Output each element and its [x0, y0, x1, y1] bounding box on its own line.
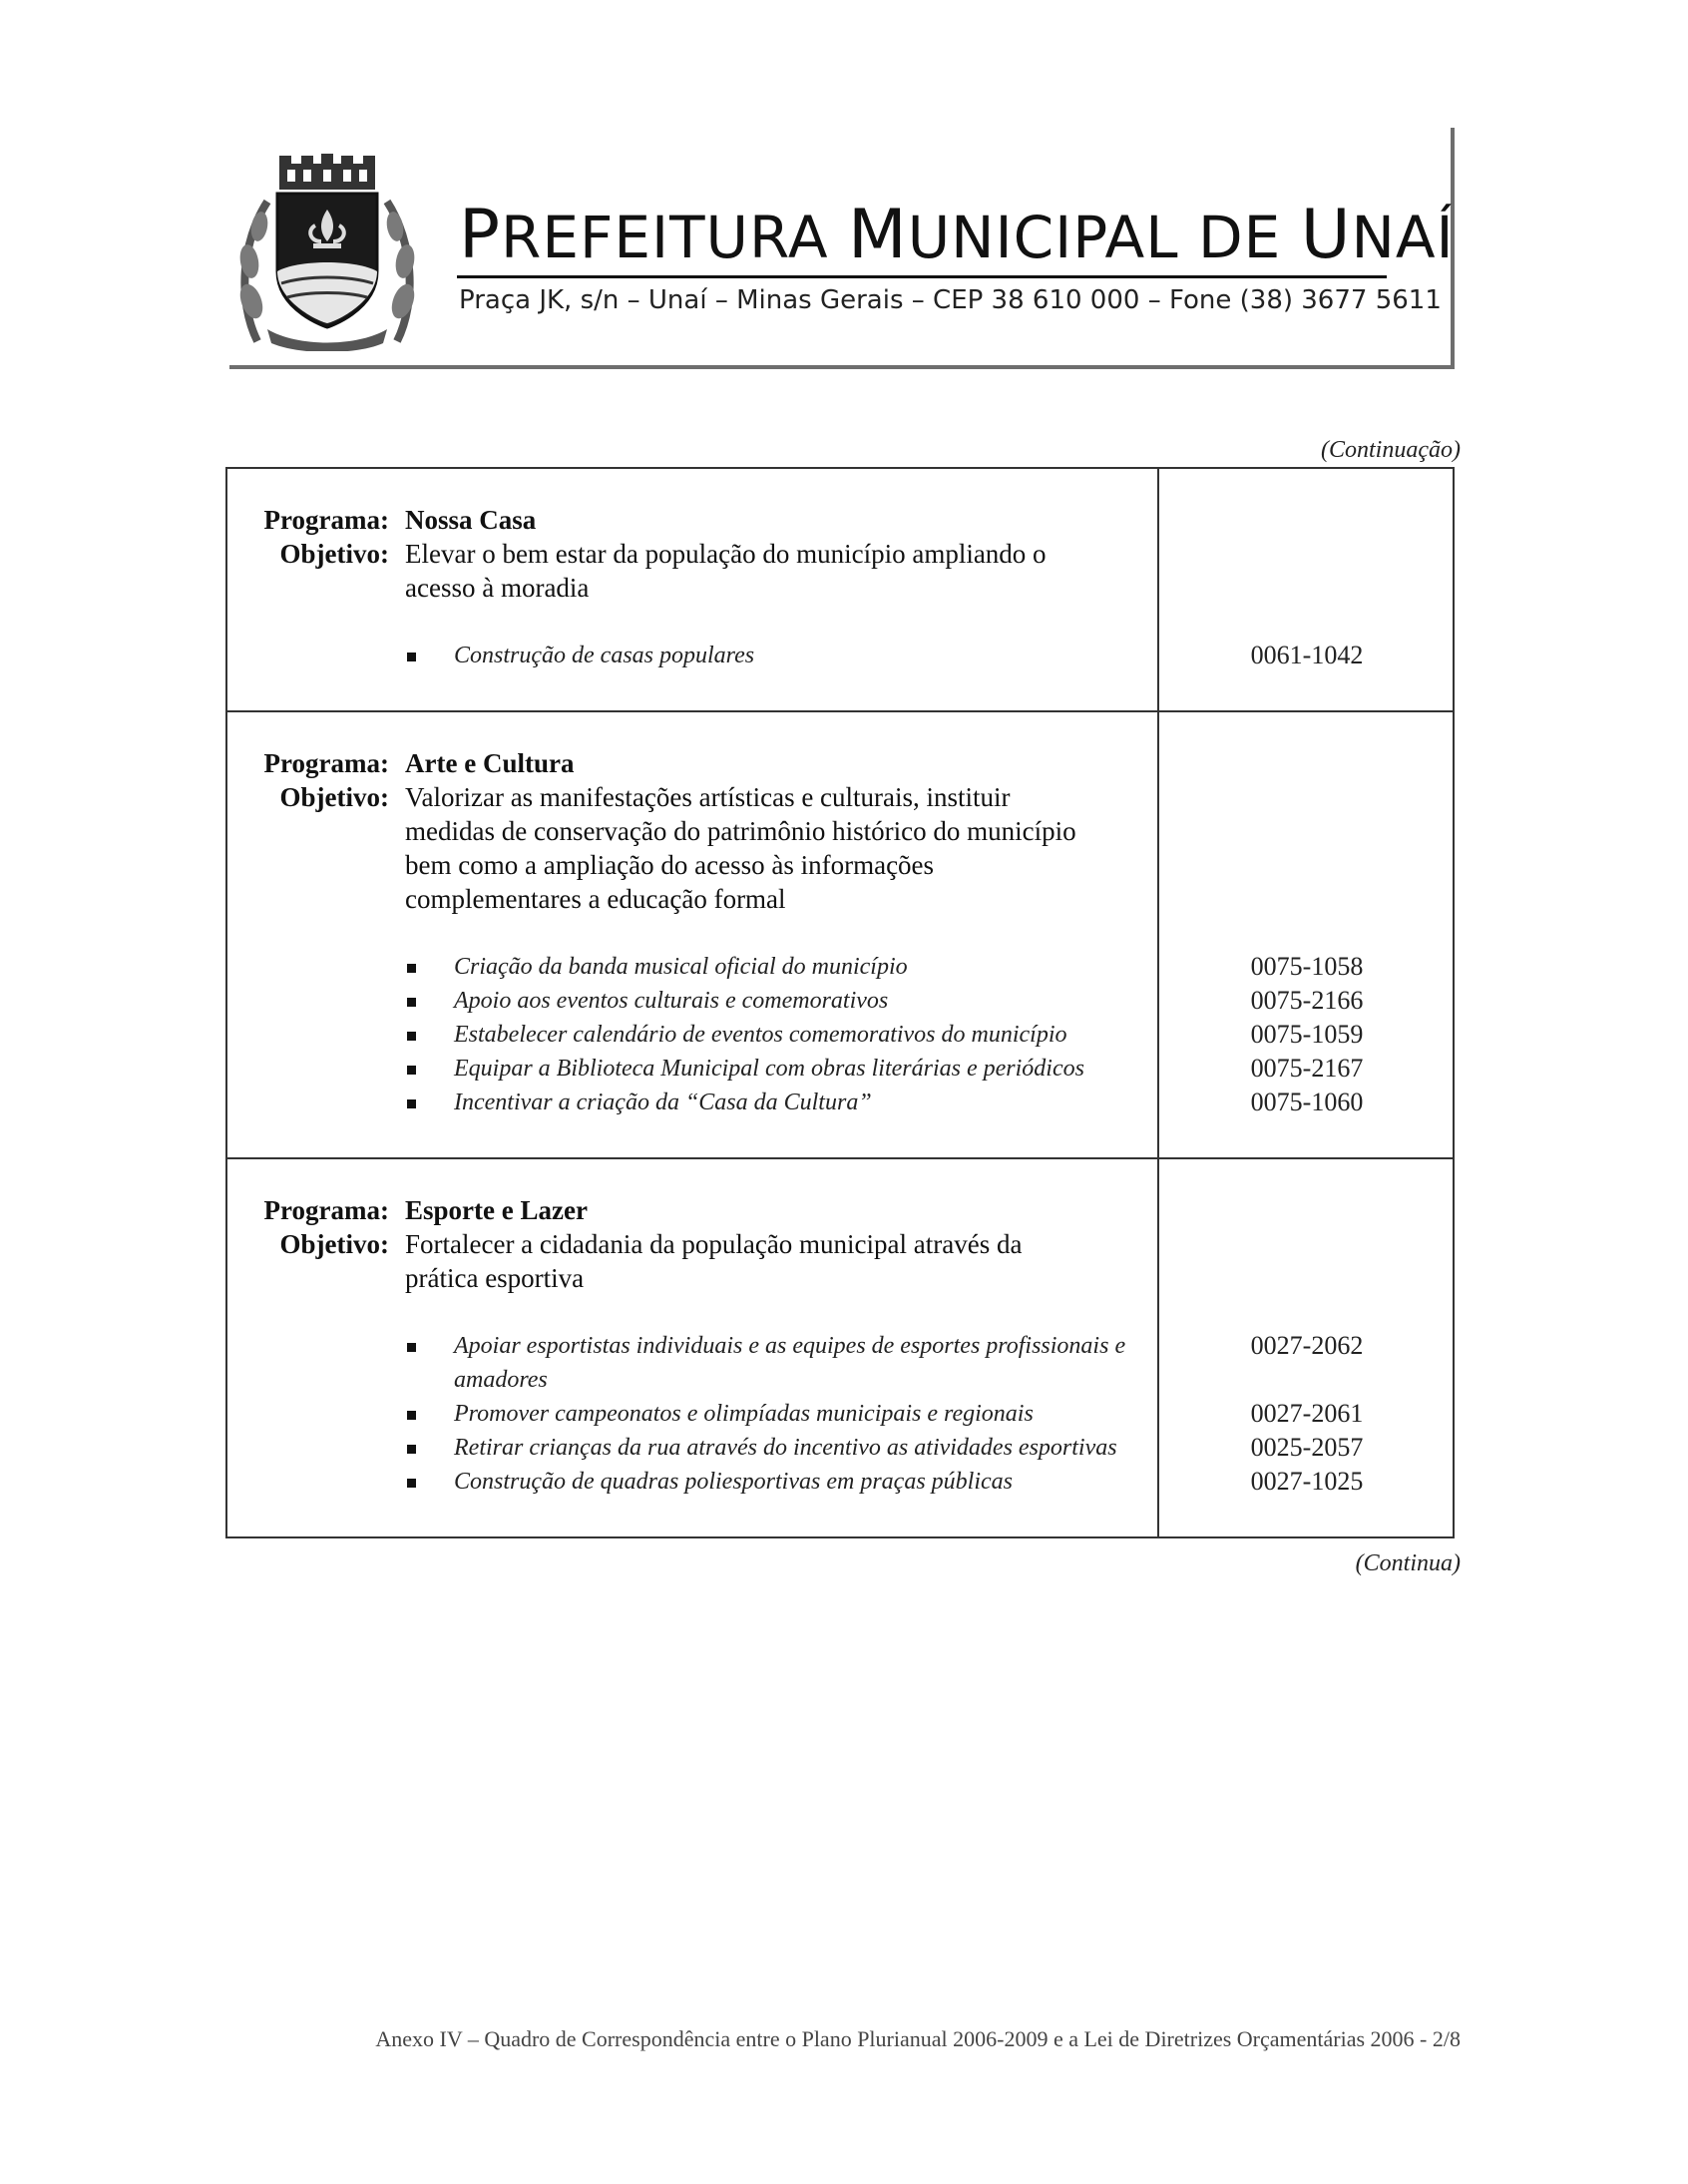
action-code: 0025-2057	[1250, 1433, 1364, 1462]
action-code: 0027-1025	[1250, 1467, 1364, 1496]
program-table	[225, 467, 1455, 1538]
action-code: 0075-2166	[1250, 986, 1364, 1015]
program-row	[227, 1193, 1453, 1227]
square-bullet-icon	[407, 1032, 416, 1041]
action-list	[227, 639, 1453, 672]
list-item	[227, 1431, 1453, 1465]
action-description: Apoio aos eventos culturais e comemorativos	[454, 988, 889, 1014]
section-content	[227, 712, 1453, 1157]
list-item	[227, 639, 1453, 672]
objective-line: acesso à moradia	[405, 573, 590, 603]
list-item	[227, 1052, 1453, 1086]
municipality-title	[459, 196, 1455, 274]
action-description: Promover campeonatos e olimpíadas municipais e regionais	[454, 1401, 1034, 1427]
square-bullet-icon	[407, 1066, 416, 1075]
action-code: 0027-2061	[1250, 1399, 1364, 1428]
program-name: Esporte e Lazer	[405, 1195, 588, 1225]
continuation-note: (Continuação)	[1321, 437, 1461, 463]
objective-label: Objetivo:	[279, 782, 389, 812]
program-name: Arte e Cultura	[405, 748, 575, 778]
action-list	[227, 1329, 1453, 1499]
list-item	[227, 984, 1453, 1018]
objective-text	[405, 1227, 1133, 1295]
action-description: Apoiar esportistas individuais e as equipes de esportes profissionais e amadores	[454, 1333, 1126, 1393]
code-column-divider	[1157, 469, 1159, 710]
section-content	[227, 1159, 1453, 1536]
action-code: 0075-2167	[1250, 1054, 1364, 1083]
program-label: Programa:	[263, 748, 389, 778]
objective-line: Fortalecer a cidadania da população municipal através da	[405, 1229, 1023, 1259]
crest-ribbon-text: UNAÍ	[317, 335, 337, 344]
program-section	[227, 469, 1453, 710]
objective-label: Objetivo:	[279, 1229, 389, 1259]
municipal-crest-logo	[237, 152, 417, 351]
program-section	[227, 710, 1453, 1157]
section-content	[227, 469, 1453, 710]
objective-text	[405, 537, 1133, 605]
action-code: 0075-1058	[1250, 952, 1364, 981]
action-description: Criação da banda musical oficial do município	[454, 954, 908, 980]
objective-text	[405, 780, 1133, 916]
action-description: Retirar crianças da rua através do incentivo as atividades esportivas	[454, 1435, 1117, 1461]
square-bullet-icon	[407, 1411, 416, 1420]
title-segment: NAÍ	[1351, 204, 1455, 271]
square-bullet-icon	[407, 1445, 416, 1454]
action-description: Incentivar a criação da “Casa da Cultura”	[454, 1090, 872, 1115]
objective-label: Objetivo:	[279, 539, 389, 569]
list-item	[227, 950, 1453, 984]
square-bullet-icon	[407, 1099, 416, 1108]
objective-line: prática esportiva	[405, 1263, 585, 1293]
list-item	[227, 1018, 1453, 1052]
program-label: Programa:	[263, 1195, 389, 1225]
objective-row	[227, 537, 1453, 605]
objective-line: Valorizar as manifestações artísticas e culturais, instituir	[405, 782, 1011, 812]
objective-line: bem como a ampliação do acesso às informações	[405, 850, 935, 880]
list-item	[227, 1086, 1453, 1119]
letterhead	[229, 128, 1455, 369]
square-bullet-icon	[407, 964, 416, 973]
program-name: Nossa Casa	[405, 505, 537, 535]
action-code: 0027-2062	[1250, 1331, 1364, 1360]
action-description: Construção de quadras poliesportivas em praças públicas	[454, 1469, 1013, 1495]
square-bullet-icon	[407, 998, 416, 1007]
address-line: Praça JK, s/n – Unaí – Minas Gerais – CEP 38 610 000 – Fone (38) 3677 5611	[459, 285, 1442, 315]
action-code: 0061-1042	[1250, 641, 1364, 669]
objective-line: Elevar o bem estar da população do município ampliando o	[405, 539, 1047, 569]
program-section	[227, 1157, 1453, 1536]
square-bullet-icon	[407, 1479, 416, 1488]
title-initial: P	[459, 196, 502, 274]
action-list	[227, 950, 1453, 1119]
objective-line: complementares a educação formal	[405, 884, 786, 914]
action-code: 0075-1059	[1250, 1020, 1364, 1049]
title-initial: M	[848, 196, 908, 274]
square-bullet-icon	[407, 653, 416, 661]
title-underline	[457, 275, 1387, 278]
list-item	[227, 1465, 1453, 1499]
objective-line: medidas de conservação do patrimônio histórico do município	[405, 816, 1076, 846]
continues-note: (Continua)	[1355, 1550, 1461, 1576]
page-footer: Anexo IV – Quadro de Correspondência entre o Plano Plurianual 2006-2009 e a Lei de Diretrizes Orçamentárias 2006 - 2/8	[375, 2026, 1461, 2051]
action-description: Estabelecer calendário de eventos comemorativos do município	[454, 1022, 1067, 1048]
list-item	[227, 1397, 1453, 1431]
action-description: Construção de casas populares	[454, 643, 755, 668]
action-code: 0075-1060	[1250, 1088, 1364, 1116]
action-description: Equipar a Biblioteca Municipal com obras literárias e periódicos	[454, 1056, 1084, 1082]
program-row	[227, 503, 1453, 537]
program-row	[227, 746, 1453, 780]
list-item	[227, 1329, 1453, 1397]
square-bullet-icon	[407, 1343, 416, 1352]
objective-row	[227, 1227, 1453, 1295]
program-label: Programa:	[263, 505, 389, 535]
title-segment: UNICIPAL DE	[907, 204, 1301, 271]
objective-row	[227, 780, 1453, 916]
title-initial: U	[1300, 196, 1352, 274]
title-segment: REFEITURA	[501, 204, 849, 271]
